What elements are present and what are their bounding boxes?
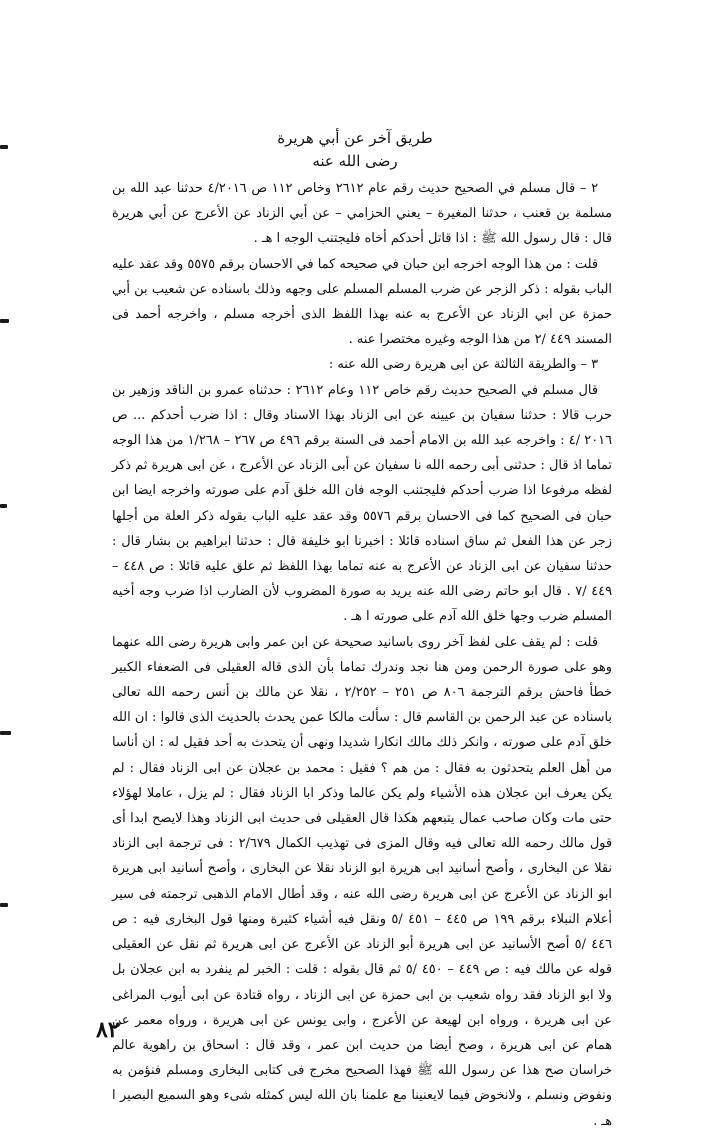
margin-mark <box>0 319 9 323</box>
paragraph-hadith-2: ٢ – قال مسلم في الصحيح حديث رقم عام ٢٦١٢ وخاص ١١٢ ص ٤/٢٠١٦ حدثنا عبد الله بن مسلمة بن قعنب ، حدثنا المغيرة – يعني الحزامي – عن أبي الزناد عن الأعرج عن أبي هريرة قال : قال رسول الله ﷺ : اذا قاتل أحدكم أخاه فليجتنب الوجه ا هـ . <box>112 181 612 247</box>
margin-mark <box>0 903 8 907</box>
section-subheading: رضى الله عنه <box>312 152 398 170</box>
margin-mark <box>0 504 7 508</box>
paragraph-muslim-sahih: قال مسلم في الصحيح حديث رقم خاص ١١٢ وعام ٢٦١٢ : حدثناه عمرو بن الناقد وزهير بن حرب قالا : حدثنا سفيان بن عيينه عن ابى الزناد بهذا الاسناد وقال : اذا ضرب أحدكم ... ص ٢٠١٦ /٤ : واخرجه عبد الله بن الامام أحمد فى السنة برقم ٤٩٦ ص ٢٦٧ – ١/٢٦٨ من هذا الوجه تماما اذ قال : حدثنى أبى رحمه الله نا سفيان عن أبى الزناد عن الأعرج ، عن ابى هريرة ثم ذكر لفظه مرفوعا اذا ضرب أحدكم فليجتنب الوجه فان الله خلق آدم على صورته واخرجه ايضا ابن حبان فى الصحيح كما فى الاحسان برقم ٥٥٧٦ وقد عقد عليه الباب بقوله ذكر العلة من أجلها زجر عن هذا الفعل ثم ساق اسناده قائلا : اخبرنا ابو خليفة قال : حدثنا ابراهيم بن بشار قال : حدثنا سفيان عن ابى الزناد عن الأعرج به عنه تماما بهذا اللفظ ثم علق عليه قائلا : ص ٤٤٨ – ٤٤٩ /٧ . قال ابو حاتم رضى الله عنه يريد به صورة المضروب لأن الضارب اذا ضرب وجه أخيه المسلم ضرب وجها خلق الله آدم على صورته ا هـ . <box>112 382 612 625</box>
section-heading: طريق آخر عن أبي هريرة <box>277 129 433 147</box>
paragraph-third-path-heading: ٣ – والطريقة الثالثة عن ابى هريرة رضى الله عنه : <box>328 357 598 373</box>
paragraph-ibn-hibban: قلت : من هذا الوجه اخرجه ابن حبان في صحيحه كما في الاحسان برقم ٥٥٧٥ وقد عقد عليه الباب بقوله : ذكر الزجر عن ضرب المسلم المسلم على وجهه وذلك باسناده عن شعيب بن أبي حمزة عن ابي الزناد عن الأعرج به عنه بهذا اللفظ الذى أخرجه مسلم ، واخرجه أحمد فى المسند ٤٤٩ /٢ من هذا الوجه وغيره مختصرا عنه . <box>112 256 612 348</box>
margin-mark <box>0 731 11 735</box>
page-number: ٨٢ <box>96 1017 120 1043</box>
paragraph-commentary: قلت : لم يقف على لفظ آخر روى باسانيد صحيحة عن ابن عمر وابى هريرة رضى الله عنهما وهو على صورة الرحمن ومن هنا نجد وندرك تماما بأن الذى قاله العقيلى فى الضعفاء الكبير خطأ فاحش برقم الترجمة ٨٠٦ ص ٢٥١ – ٢/٢٥٢ ، نقلا عن مالك بن أنس رحمه الله تعالى باسناده عن عبد الرحمن بن القاسم قال : سألت مالكا عمن يحدث بالحديث الذى قالوا : ان الله خلق آدم على صورته ، وانكر ذلك مالك انكارا شديدا ونهى أن يتحدث به أحد فقيل له : ان أناسا من أهل العلم يتحدثون به فقال : من هم ؟ فقيل : محمد بن عجلان عن ابى الزناد فقال : لم يكن يعرف ابن عجلان هذه الأشياء ولم يكن عالما وذكر ابا الزناد فقال : لم يزل ، عاملا لهؤلاء حتى مات وكان صاحب عمال يتبعهم هكذا قال العقيلى فى حديث ابى الزناد وهذا لايصح ابدا أى قول مالك رحمه الله تعالى فيه وقال المزى فى تهذيب الكمال ٢/٦٧٩ : فى ترجمة ابى الزناد نقلا عن البخارى ، وأصح أسانيد ابى هريرة ابو الزناد نقلا عن البخارى ، وأصح أسانيد ابى هريرة ابو الزناد عن الأعرج عن ابى هريرة رضى الله عنه ، وقد أطال الامام الذهبى ترجمته فى سير أعلام النبلاء برقم ١٩٩ ص ٤٤٥ – ٤٥١ /٥ ونقل فيه أشياء كثيرة ومنها قول البخارى فيه : ص ٤٤٦ /٥ أصح الأسانيد عن ابى هريرة أبو الزناد عن الأعرج عن ابى هريرة ثم نقل عن العقيلى قوله عن مالك فيه : ص ٤٤٩ – ٤٥٠ /٥ ثم قال بقوله : قلت : الخبر لم ينفرد به ابن عجلان بل ولا ابو الزناد فقد رواه شعيب بن ابى حمزة عن ابى الزناد ، رواه قتادة عن ابى أيوب المراغى عن ابى هريرة ، ورواه ابن لهيعة عن الأعرج ، وابى يونس عن ابى هريرة ، ورواه معمر عن همام عن ابى هريرة ، وصح أيضا من حديث ابن عمر ، وقد قال : اسحاق بن راهوية عالم خراسان صح هذا عن رسول الله ﷺ فهذا الصحيح مخرج فى كتابى البخارى ومسلم فنؤمن به ونفوض ونسلم ، ولانخوض فيما لايعنينا مع علمنا بان الله ليس كمثله شىء وهو السميع البصير ا هـ . <box>112 634 613 1129</box>
body-text <box>112 176 612 1134</box>
